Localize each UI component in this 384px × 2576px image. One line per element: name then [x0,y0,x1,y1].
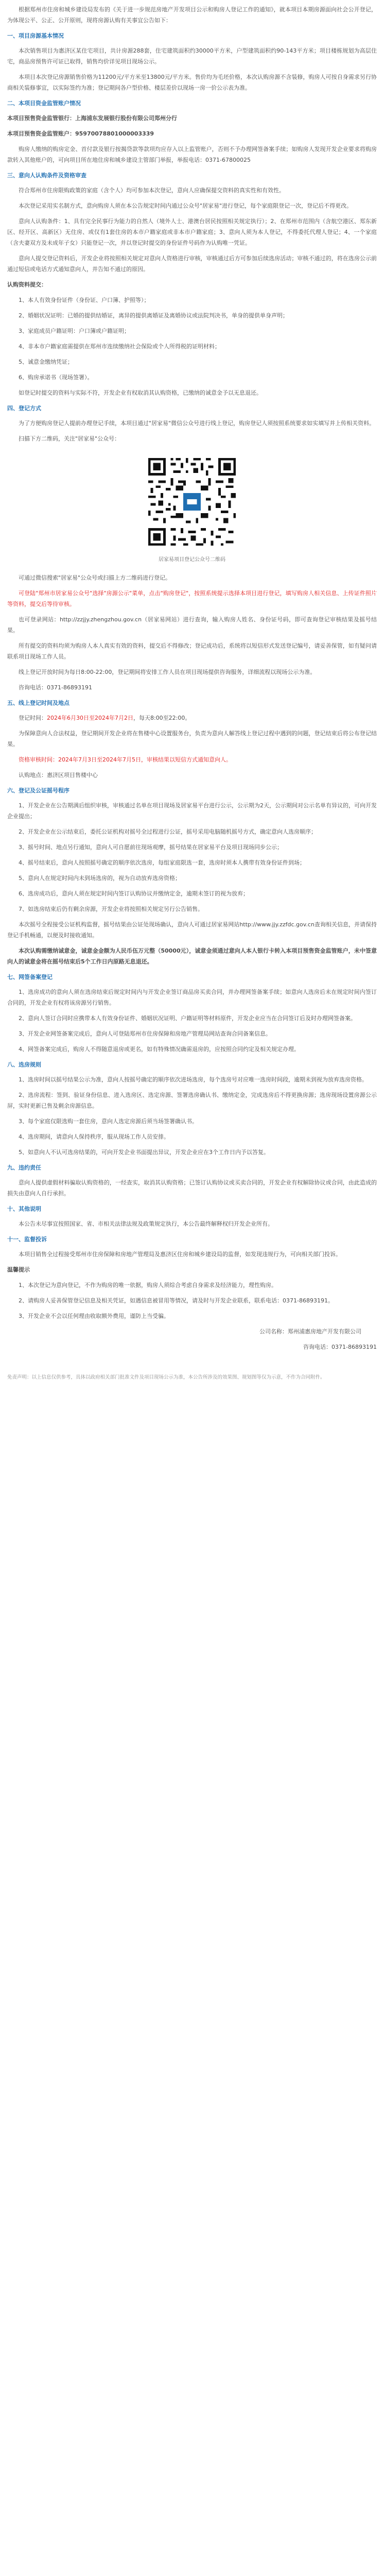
section-4-phone: 咨询电话：0371-86893191 [19,684,92,691]
notes-p2: 2、请购房人妥善保管登记信息及相关凭证，如遇信息被冒用等情况，请及时与开发企业联系，联系电话：0371-86893191。 [19,1297,334,1304]
section-6-item-3: 3、摇号时间、地点另行通知，意向人可自愿前往现场观摩，摇号结果在居家易平台及项目现场同步公示； [19,844,283,851]
bank-label: 本项目预售资金监管银行： [7,115,75,122]
section-4-p3: 可通过微信搜索"居家易"公众号或扫描上方二维码进行登记。 [19,574,171,581]
section-6-item-1: 1、开发企业在公告期满后组织审核，审核通过名单在项目现场及居家易平台进行公示，公示期为2天，公示期间对公示名单有异议的，可向开发企业提出； [7,802,377,820]
section-3-p4: 意向人提交登记资料后，开发企业将按照相关规定对意向人资格进行审核，审核通过后方可参加后续选房活动；审核不通过的，将在选房公示前通过短信或电话方式通知意向人，并告知不通过的原因。 [7,255,377,273]
section-8-p3: 3、每个家庭仅限选购一套住房，意向人选定房源后须当场签署确认书。 [19,1118,198,1125]
section-3-p2: 本次登记采用实名制方式，意向购房人须在本公告规定时间内通过公众号"居家易"进行登记，每个家庭限登记一次，登记后不得更改。 [19,202,353,209]
section-4-p2: 扫描下方二维码，关注"居家易"公众号： [19,435,120,442]
notes-title: 温馨提示 [7,1266,30,1273]
section-3-item-3: 3、家庭成员户籍证明：户口簿或户籍证明； [19,328,130,334]
section-3-item-4: 4、非本市户籍家庭需提供在郑州市连续缴纳社会保险或个人所得税的证明材料； [19,343,220,350]
section-5-p1 [7,713,377,723]
bank-value: 上海浦东发展银行股份有限公司郑州分行 [75,115,177,122]
section-8-p4: 4、选房期间，请意向人保持秩序，服从现场工作人员安排。 [19,1133,169,1140]
section-5-p2: 为保障意向人合法权益，登记期间开发企业将在售楼中心设置服务台，负责为意向人解答线上登记过程中遇到的问题，登记结束后将公布登记结果。 [7,730,377,748]
section-3-list-title: 认购资料提交： [7,281,47,288]
registration-time-hours: ，每天8:00至22:00。 [133,715,191,721]
section-10-p1: 本公告未尽事宜按照国家、省、市相关法律法规及政策规定执行，本公告最终解释权归开发企业所有。 [19,1221,273,1227]
section-6-item-6: 6、选房成功后，意向人须在规定时间内签订认购协议并缴纳定金，逾期未签订的视为放弃； [19,890,249,897]
section-3-item-2: 2、婚姻状况证明：已婚的提供结婚证，离异的提供离婚证及离婚协议或法院判决书，单身的提供单身声明； [19,312,288,319]
section-7-p4: 4、网签备案完成后，购房人不得随意退房或更名，如有特殊情况确需退房的，应按照合同约定及相关规定办理。 [19,1046,300,1053]
section-7-p3: 3、开发企业网签备案完成后，意向人可登陆郑州市住房保障和房地产管理局网站查询合同备案信息。 [19,1030,271,1037]
registration-time-value: 2024年6月30日至2024年7月2日 [47,715,133,721]
section-8-p5: 5、如意向人不认可选房结果的，可向开发企业书面提出异议，开发企业应在3个工作日内予以答复。 [19,1149,269,1156]
qr-code-image [143,455,241,548]
section-9-title: 九、违约责任 [7,1164,41,1171]
section-8-title: 八、选房规则 [7,1061,41,1068]
section-5-p4: 认购地点：惠济区项目售楼中心 [19,772,98,778]
footer-contact: 咨询电话：0371-86893191 [303,1344,377,1350]
notes-p3: 3、开发企业不会以任何理由收取额外费用，谨防上当受骗。 [19,1313,169,1319]
section-3-item-6: 6、购房承诺书（现场签署）。 [19,374,93,381]
section-8-p2: 2、选房流程：签到、验证身份信息、进入选房区、选定房源、签署选房确认书、缴纳定金，完成选房后不得更换房源；选房现场设置房源公示屏，实时更新已售及剩余房源信息。 [7,1092,377,1109]
section-9-p1: 意向人提供虚假材料骗取认购资格的，一经查实，取消其认购资格；已签订认购协议或买卖合同的，开发企业有权解除协议或合同，由此造成的损失由意向人自行承担。 [7,1179,377,1197]
account-label: 本项目预售资金监管账户： [7,130,75,137]
section-3-item-1: 1、本人有效身份证件（身份证、户口簿、护照等）； [19,297,150,303]
account-value: 95970078801000003339 [75,130,154,137]
qr-caption: 居家易项目登记公众号二维码 [159,557,225,563]
account-line [7,128,377,139]
section-1-p1: 本次销售项目为惠济区某住宅项目，共计房源288套，住宅建筑面积约30000平方米，户型建筑面积约90-143平方米；项目楼栋规划为高层住宅，商品房预售许可证已取得，销售均价详见项目现场公示。 [7,47,377,65]
section-6-title: 六、登记及公证摇号程序 [7,787,69,794]
section-3-title: 三、意向人认购条件及资格审查 [7,172,86,179]
section-7-p2: 2、意向人签订合同时应携带本人有效身份证件、婚姻状况证明、户籍证明等材料原件，开发企业应当在合同签订后及时办理网签备案。 [19,1015,356,1022]
section-4-p5: 也可登录网站：http://zzjjy.zhengzhou.gov.cn（居家易网站）进行查询，输入购房人姓名、身份证号码，即可查询登记审核结果及摇号结果。 [7,616,377,634]
section-6-p-after: 本次摇号全程接受公证机构监督，摇号结果由公证处现场确认，意向人可通过居家易网站http://www.jjy.zzfdc.gov.cn查询相关信息，并请保持登记手机畅通，以便及时接收通知。 [7,921,377,939]
section-4-p4-red: 可登陆"郑州市居家易公众号"选择"房源公示"菜单，点击"购房登记"，按照系统提示选择本项目进行登记，填写购房人相关信息、上传证件照片等资料，提交后等待审核。 [7,590,377,607]
section-8-p1: 1、选房时间以摇号结果公示为准，意向人按摇号确定的顺序依次进场选房，每个选房号对应唯一选房时间段，逾期未到视为放弃选房资格。 [19,1076,368,1083]
section-2-p3: 购房人缴纳的购房定金、首付款及银行按揭贷款等款项均应存入以上监管账户，否则不予办理网签备案手续；如购房人发现开发企业要求将购房款转入其他账户的，可向项目所在地住房和城乡建设主管部门举报，举报电话：0371-67800025 [7,146,377,163]
section-11-title: 十一、监督投诉 [7,1236,47,1243]
section-6-p-bold: 本次认购需缴纳诚意金，诚意金金额为人民币伍万元整（50000元），诚意金须通过意向人本人银行卡转入本项目预售资金监管账户，未中签意向人的诚意金将在摇号结束后5个工作日内原路无息退还。 [7,947,377,965]
bank-line [7,113,377,124]
intro-paragraph: 根据郑州市住房和城乡建设局发布的《关于进一步规范房地产开发项目公示和购房人登记工作的通知》，就本项目本期房源面向社会公开登记，为体现公平、公正、公开原则，现将房源认购有关事宜公告如下： [7,6,377,24]
section-2-title: 二、本项目资金监管账户情况 [7,100,81,107]
section-4-p7: 线上登记开放时间为每日8:00-22:00，登记期间将安排工作人员在项目现场提供咨询服务，详细流程以现场公示为准。 [19,669,316,675]
section-4-p6: 所有提交的资料均须为购房人本人真实有效的资料，提交后不得修改；登记成功后，系统将以短信形式发送登记编号，请妥善保管，如有疑问请联系项目现场工作人员。 [7,642,377,660]
registration-time-label: 登记时间： [19,715,47,721]
section-5-title: 五、线上登记时间及地点 [7,700,69,706]
section-7-p1: 1、选房成功的意向人须在选房结束后规定时间内与开发企业签订商品房买卖合同，并办理网签备案手续；如意向人选房后未在规定时间内签订合同的，开发企业有权将该房源另行销售。 [7,989,377,1006]
disclaimer: 免责声明：以上信息仅供参考，具体以政府相关部门批准文件及项目现场公示为准，本公告所涉及的效果图、规划图等仅为示意，不作为合同附件。 [7,1375,325,1380]
section-3-item-5: 5、诚意金缴纳凭证； [19,359,73,365]
section-6-item-2: 2、开发企业在公示结束后，委托公证机构对摇号全过程进行公证，摇号采用电脑随机摇号方式，确定意向人选房顺序； [19,828,317,835]
section-3-p1: 符合郑州市住房限购政策的家庭（含个人）均可参加本次登记，意向人应确保提交资料的真实性和有效性。 [19,187,285,194]
section-1-p2: 本项目本次登记房源销售价格为11200元/平方米至13800元/平方米。售价均为毛坯价格，本次认购房源不含装修，购房人可按自身需求另行协商相关装修事宜，以实际签约为准；登记期间各户型价格、楼层差价以现场一房一价公示表为准。 [7,74,377,91]
section-7-title: 七、网签备案登记 [7,974,53,980]
qr-code-container [7,455,377,550]
notes-p1: 1、本次登记为意向登记，不作为购房的唯一依据，购房人须综合考虑自身需求及经济能力，理性购房。 [19,1282,277,1289]
section-1-title: 一、项目房源基本情况 [7,32,64,39]
section-11-p1: 本项目销售全过程接受郑州市住房保障和房地产管理局及惠济区住房和城乡建设局的监督，如发现违规行为，可向相关部门投诉。 [19,1251,341,1258]
section-3-p5: 如登记时提交的资料与实际不符，开发企业有权取消其认购资格，已缴纳的诚意金予以无息退还。 [19,389,262,396]
section-6-item-5: 5、意向人在规定时间内未到场选房的，视为自动放弃选房资格； [19,875,181,882]
section-10-title: 十、其他说明 [7,1206,41,1212]
section-6-item-4: 4、摇号结束后，意向人按照摇号确定的顺序依次选房，每组家庭限选一套，选房时须本人携带有效身份证件到场； [19,859,305,866]
section-5-p3-red: 资格审核时间：2024年7月3日至2024年7月5日，审核结果以短信方式通知意向人。 [19,756,232,763]
section-4-p1: 为了方便购房登记人提前办理登记手续，本项目通过"居家易"微信公众号进行线上登记，购房登记人须按照系统要求如实填写并上传相关资料。 [19,420,375,427]
section-4-title: 四、登记方式 [7,405,41,412]
section-6-item-7: 7、如选房结束后仍有剩余房源，开发企业将按照相关规定另行公告销售。 [19,906,203,912]
section-3-p3: 意向人认购条件：1、具有完全民事行为能力的自然人（境外人士、港澳台居民按照相关规定执行）；2、在郑州市范围内（含航空港区、郑东新区、经开区、高新区）无住房、或仅有1套住房的本市户籍家庭或非本市户籍家庭；3、意向人须为本人登记，不得委托代理人登记；4、一个家庭（含夫妻双方及未成年子女）只能登记一次，并以登记时提交的身份证件号码作为认购唯一凭证。 [7,218,377,246]
footer-company: 公司名称：郑州浦惠房地产开发有限公司 [259,1328,361,1335]
